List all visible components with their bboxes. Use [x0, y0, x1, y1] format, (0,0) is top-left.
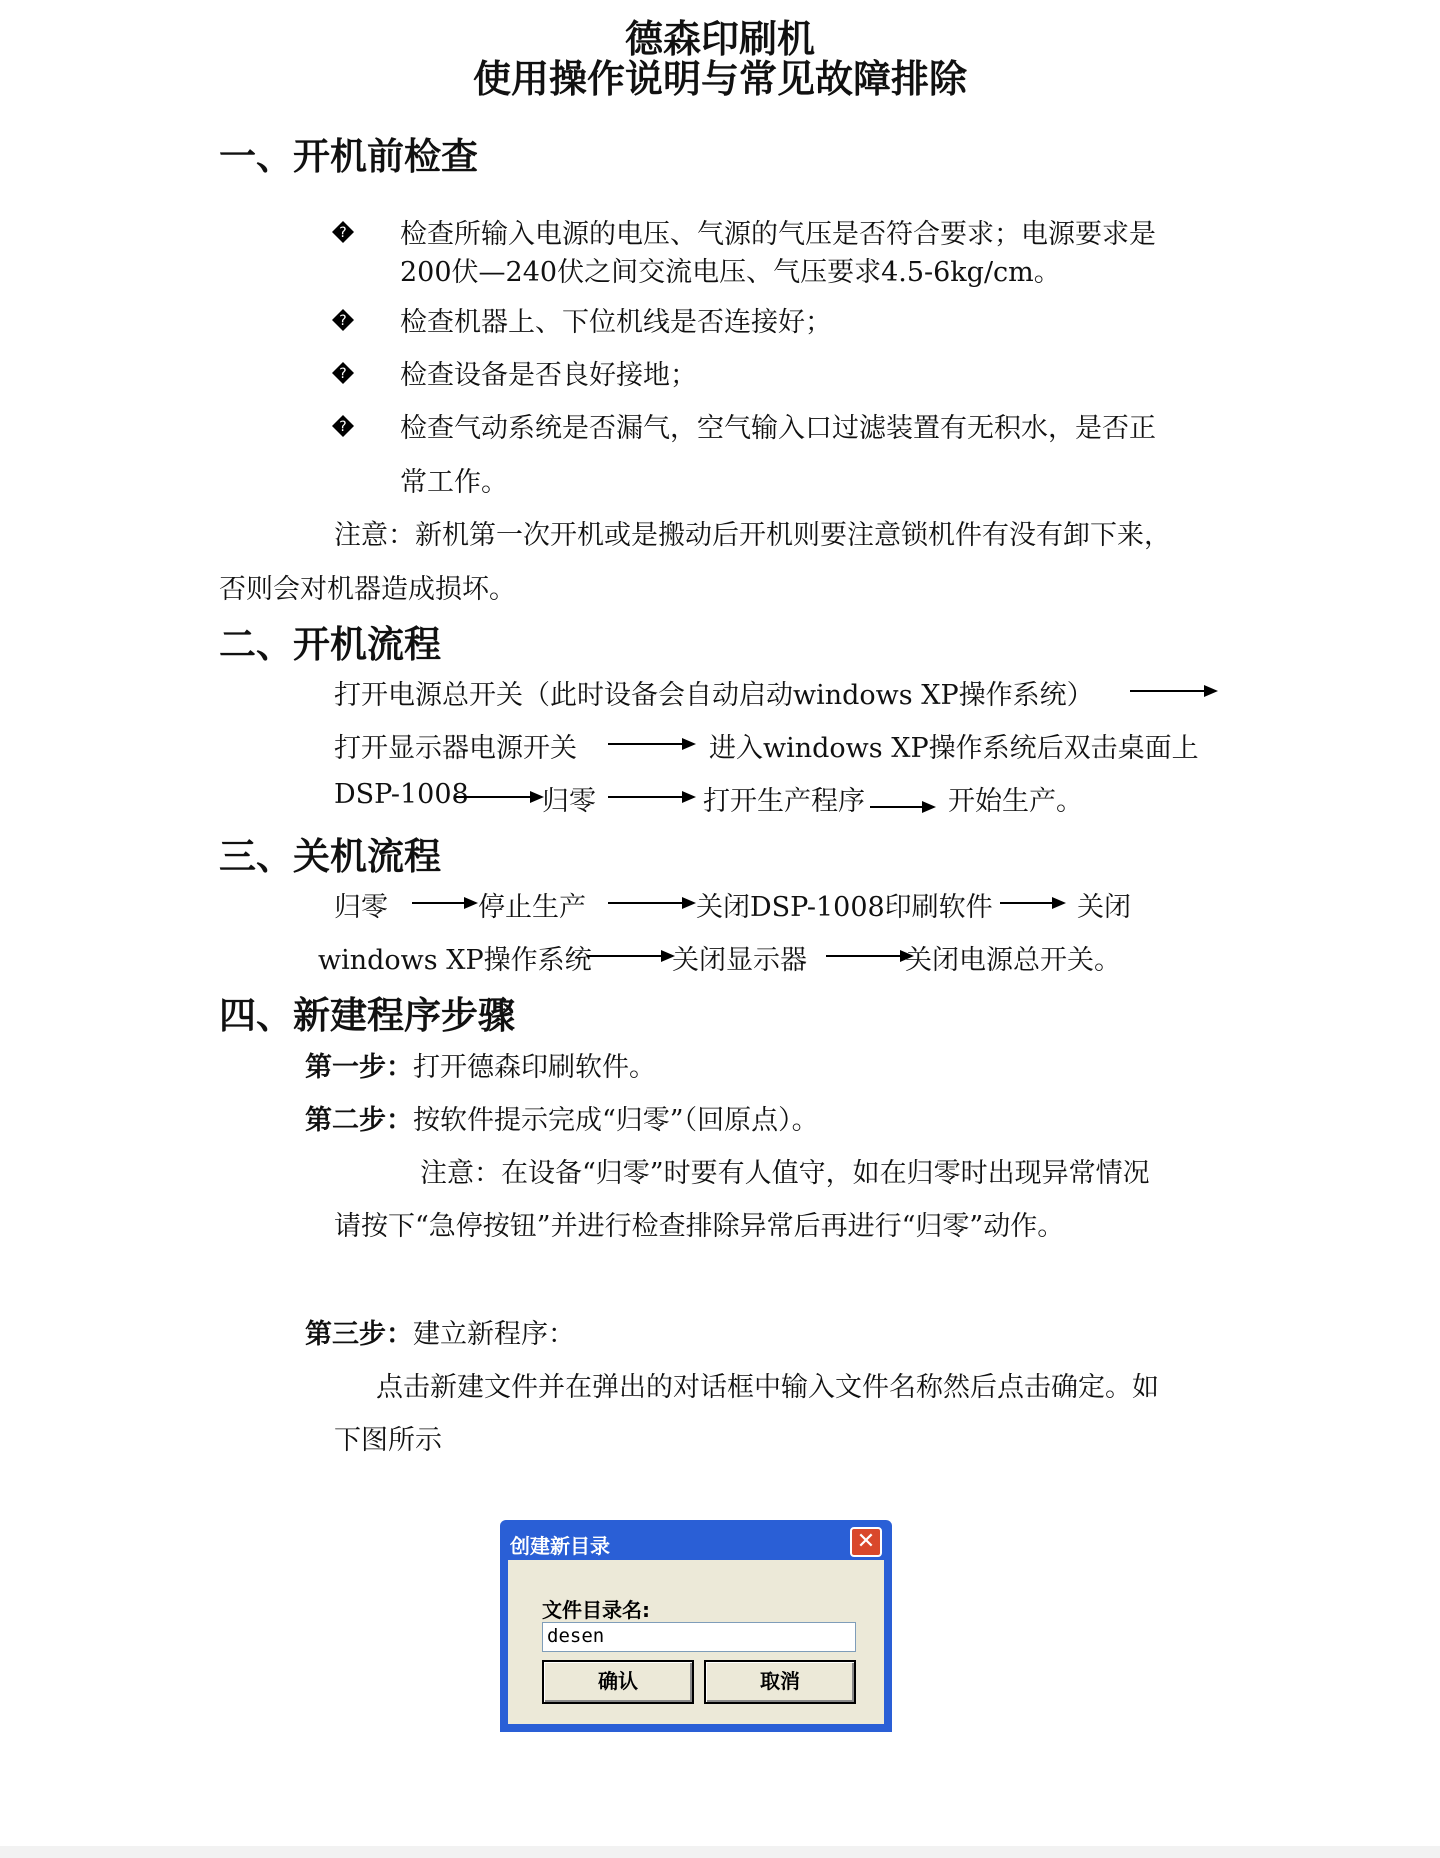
- close-icon[interactable]: ✕: [850, 1527, 882, 1557]
- bullet1-line1: 检查所输入电源的电压、气源的气压是否符合要求；电源要求是: [400, 219, 1156, 250]
- boot-step-monitor: 打开显示器电源开关: [334, 733, 577, 764]
- shutdown-step-home: 归零: [334, 892, 388, 923]
- flow-arrow-icon: [456, 790, 544, 804]
- dialog-title: 创建新目录: [510, 1534, 610, 1558]
- svg-text:?: ?: [339, 225, 347, 241]
- create-directory-dialog: [500, 1520, 892, 1732]
- directory-name-label: 文件目录名:: [542, 1598, 650, 1622]
- directory-name-input[interactable]: desen: [542, 1622, 856, 1652]
- section1-note-line1: 注意：新机第一次开机或是搬动后开机则要注意锁机件有没有卸下来，: [334, 520, 1171, 551]
- svg-text:?: ?: [339, 366, 347, 382]
- step2-note-line2: 请按下“急停按钮”并进行检查排除异常后再进行“归零”动作。: [334, 1211, 1065, 1242]
- bullet-diamond-icon: [331, 220, 355, 244]
- flow-arrow-icon: [608, 737, 696, 751]
- bullet1-line2: 200伏—240伏之间交流电压、气压要求4.5-6kg/cm。: [400, 257, 1061, 288]
- section4-heading: 四、新建程序步骤: [219, 994, 515, 1037]
- boot-step-open-program: 打开生产程序: [703, 786, 865, 817]
- confirm-button[interactable]: 确认: [542, 1660, 694, 1704]
- step1-text: 打开德森印刷软件。: [413, 1052, 656, 1083]
- bullet-diamond-icon: [331, 361, 355, 385]
- dialog-body: [508, 1560, 884, 1724]
- svg-text:?: ?: [339, 313, 347, 329]
- svg-text:?: ?: [339, 419, 347, 435]
- step3-desc-line2: 下图所示: [334, 1425, 442, 1456]
- boot-step-desktop: 进入windows XP操作系统后双击桌面上: [709, 733, 1199, 764]
- doc-title-line1: 德森印刷机: [624, 17, 815, 61]
- doc-title-line2: 使用操作说明与常见故障排除: [472, 57, 967, 101]
- bullet2-text: 检查机器上、下位机线是否连接好；: [400, 307, 832, 338]
- boot-step-start: 开始生产。: [948, 786, 1083, 817]
- flow-arrow-icon: [608, 896, 696, 910]
- flow-arrow-icon: [608, 790, 696, 804]
- flow-arrow-icon: [1000, 896, 1066, 910]
- section2-heading: 二、开机流程: [219, 623, 441, 666]
- step2-label: 第二步：: [305, 1105, 413, 1136]
- step3-label: 第三步：: [305, 1319, 413, 1350]
- shutdown-step-xp: windows XP操作系统: [318, 945, 592, 976]
- bullet4-line1: 检查气动系统是否漏气，空气输入口过滤装置有无积水，是否正: [400, 413, 1156, 444]
- bullet-diamond-icon: [331, 414, 355, 438]
- flow-arrow-icon: [870, 800, 936, 814]
- bullet4-line2: 常工作。: [400, 467, 508, 498]
- step1-label: 第一步：: [305, 1052, 413, 1083]
- step2-note-line1: 注意：在设备“归零”时要有人值守，如在归零时出现异常情况: [420, 1158, 1150, 1189]
- flow-arrow-icon: [587, 949, 675, 963]
- shutdown-step-close-power: 关闭电源总开关。: [905, 945, 1121, 976]
- step1: [305, 1045, 656, 1084]
- bullet3-text: 检查设备是否良好接地；: [400, 360, 697, 391]
- bullet-diamond-icon: [331, 308, 355, 332]
- boot-step-home: 归零: [542, 786, 596, 817]
- flow-arrow-icon: [412, 896, 478, 910]
- shutdown-step-close-monitor: 关闭显示器: [672, 945, 807, 976]
- page-bottom-strip: [0, 1846, 1440, 1858]
- step3-text: 建立新程序：: [413, 1319, 575, 1350]
- flow-arrow-icon: [826, 949, 914, 963]
- section3-heading: 三、关机流程: [219, 835, 441, 878]
- shutdown-step-close: 关闭: [1077, 892, 1131, 923]
- step2: [305, 1098, 819, 1137]
- cancel-button[interactable]: 取消: [704, 1660, 856, 1704]
- section1-heading: 一、开机前检查: [219, 135, 478, 178]
- boot-step-power: 打开电源总开关（此时设备会自动启动windows XP操作系统）: [334, 680, 1094, 711]
- step2-text: 按软件提示完成“归零”（回原点）。: [413, 1105, 819, 1136]
- flow-arrow-icon: [1130, 684, 1218, 698]
- shutdown-step-close-software: 关闭DSP-1008印刷软件: [696, 892, 993, 923]
- section1-note-line2: 否则会对机器造成损坏。: [219, 574, 516, 605]
- step3: [305, 1312, 575, 1351]
- boot-step-dsp: DSP-1008: [334, 779, 469, 810]
- step3-desc-line1: 点击新建文件并在弹出的对话框中输入文件名称然后点击确定。如: [376, 1372, 1159, 1403]
- shutdown-step-stop: 停止生产: [478, 892, 586, 923]
